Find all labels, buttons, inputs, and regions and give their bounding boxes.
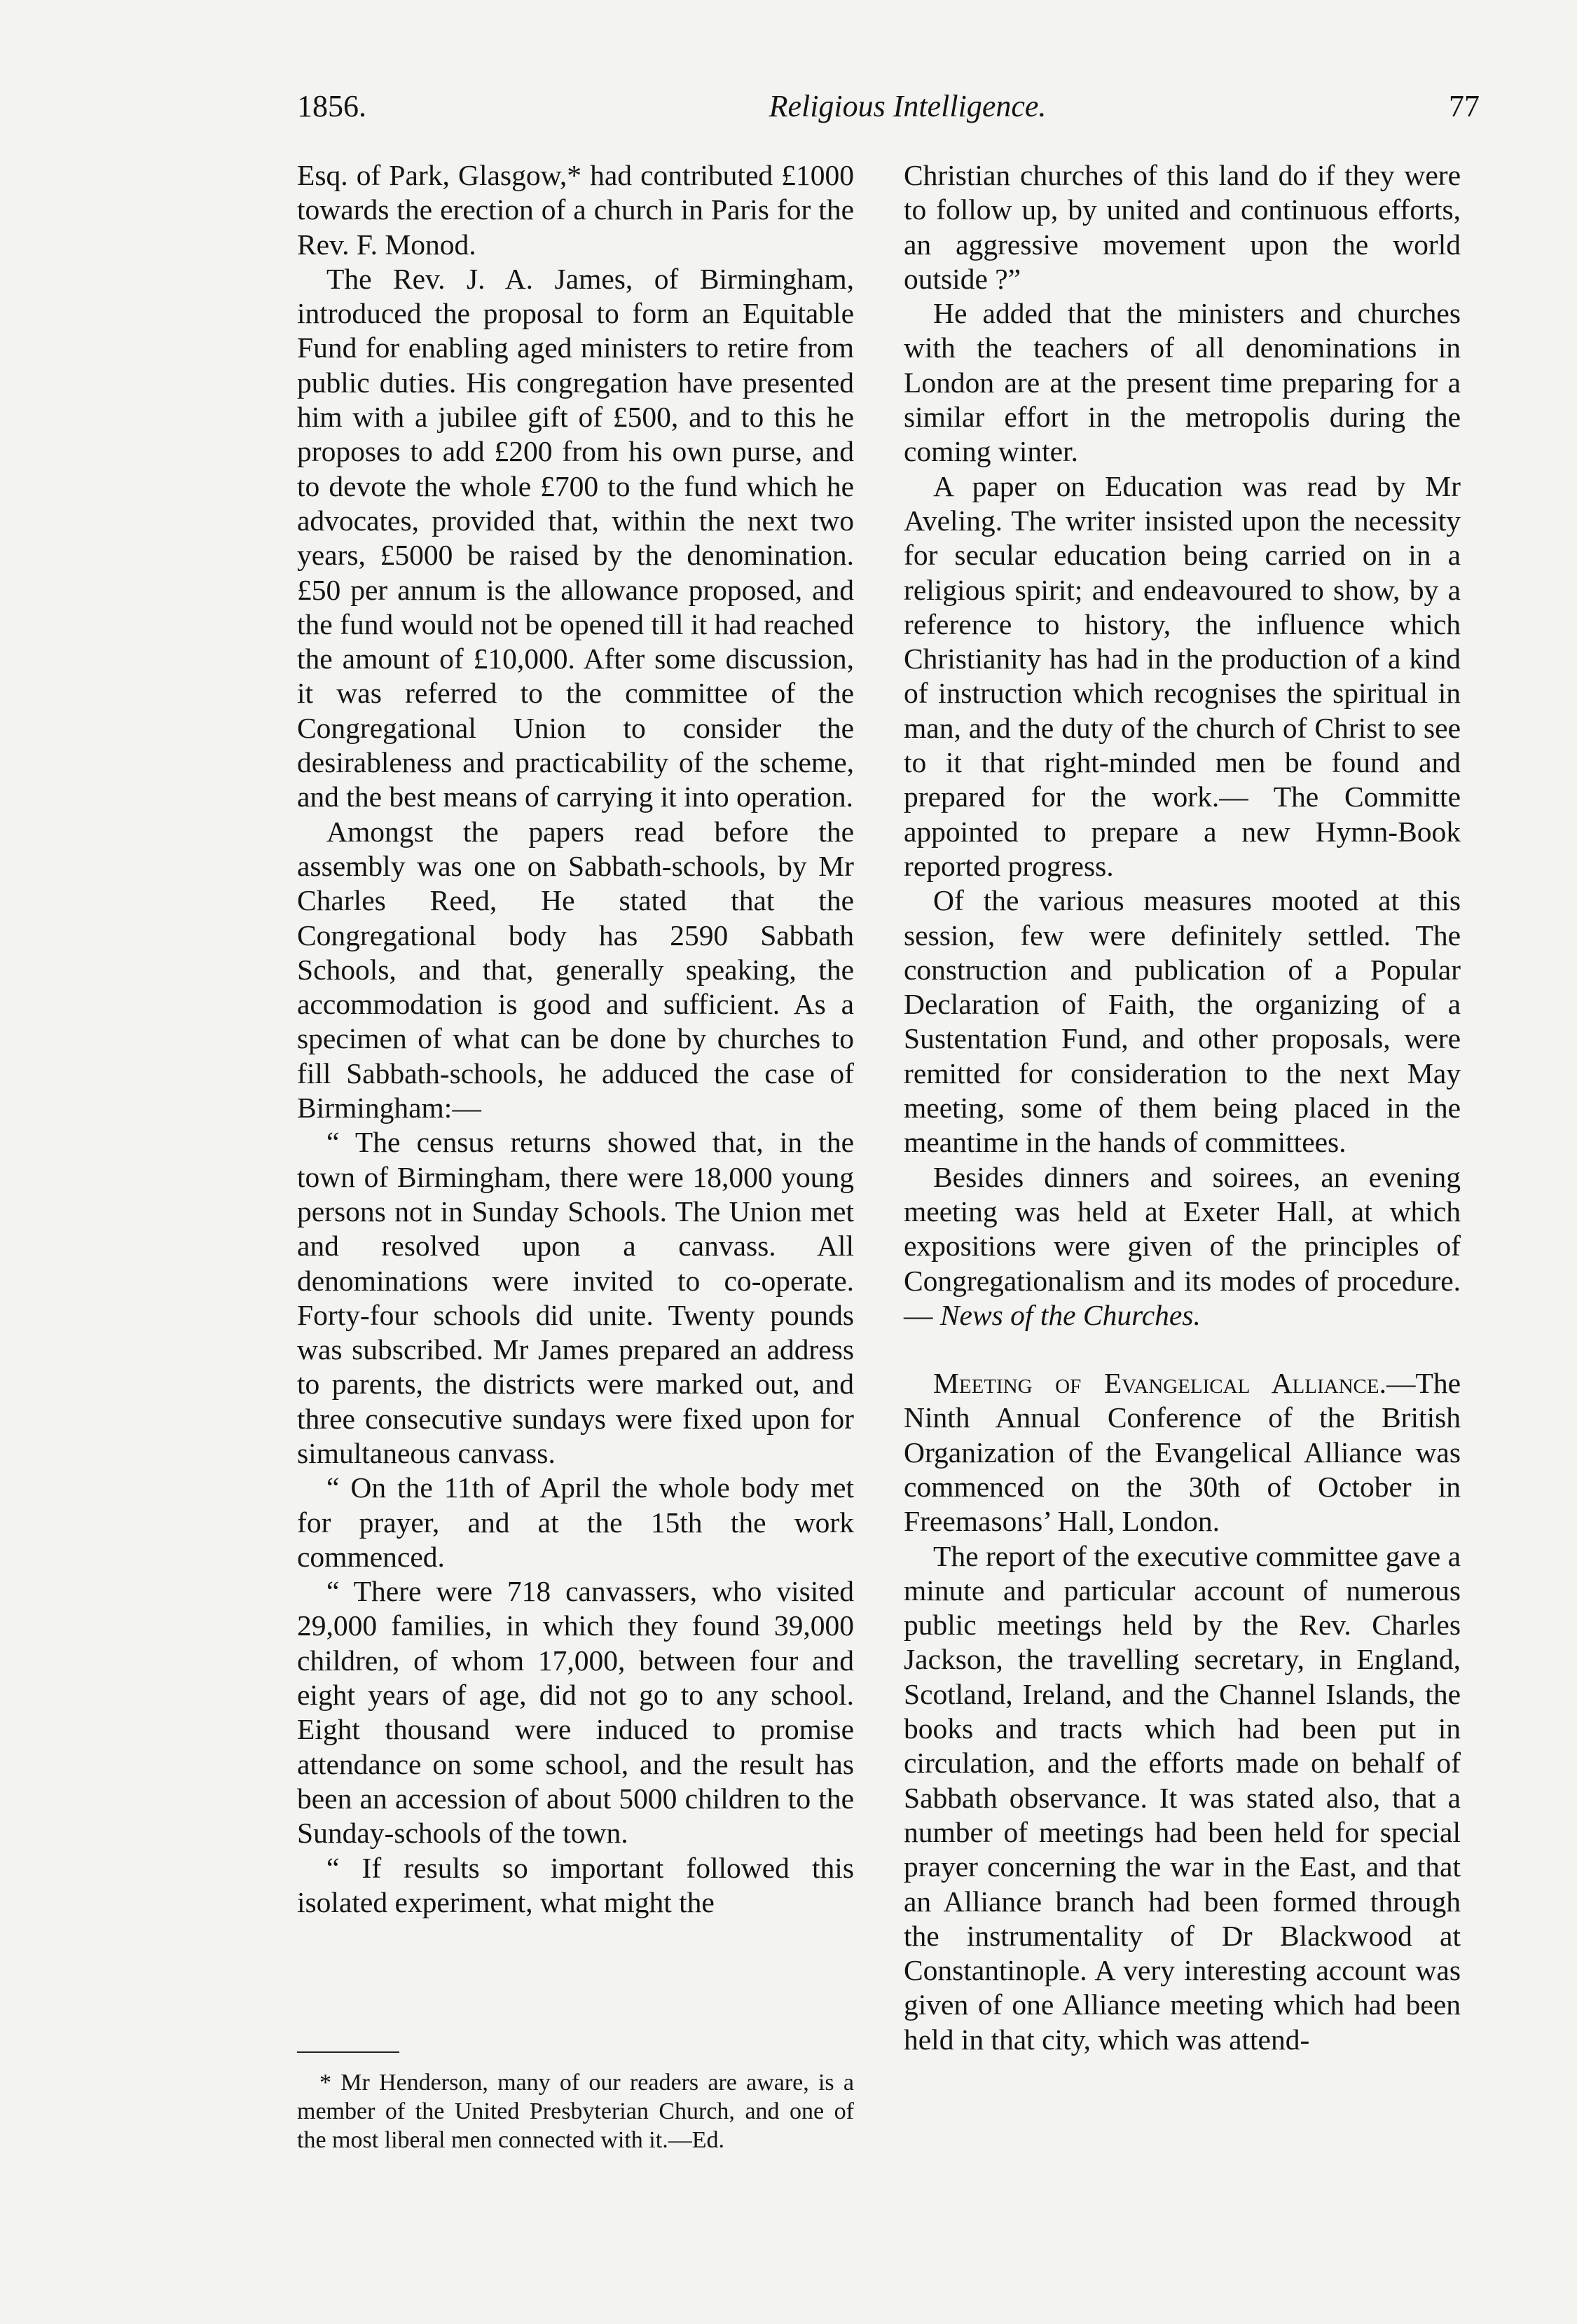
quote-paragraph: “ If results so important followed this isolated experiment, what might the (297, 1851, 854, 1918)
paragraph (904, 1160, 1461, 1333)
footnote-rule (297, 2051, 399, 2053)
paragraph (904, 1366, 1461, 1539)
header-year: 1856. (297, 89, 366, 123)
paragraph: The report of the executive committee gave a minute and particular account of numerous public meetings held by the Rev. Charles Jackson, the travelling secretary, in England, Scotland, Ireland, and the Channel Islands, the books and tracts which had been put in circulation, and the efforts made on behalf of Sabbath observance. It was stated also, that a number of meetings had been held for special prayer concerning the war in the East, and that an Alliance branch had been formed through the instrumentality of Dr Blackwood at Constantinople. A very interesting account was given of one Alliance meeting which had been held in that city, which was attend- (904, 1539, 1461, 2056)
paragraph: The Rev. J. A. James, of Birmingham, introduced the proposal to form an Equitable Fund for enabling aged ministers to retire from public duties. His congregation have presented him with a jubilee gift of £500, and to this he proposes to add £200 from his own purse, and to devote the whole £700 to the fund which he advocates, provided that, within the next two years, £5000 be raised by the denomination. £50 per annum is the allowance proposed, and the fund would not be opened till it had reached the amount of £10,000. After some discussion, it was referred to the committee of the Congregational Union to consider the desirableness and practicability of the scheme, and the best means of carrying it into operation. (297, 262, 854, 813)
paragraph: Of the various measures mooted at this session, few were definitely settled. The construction and publication of a Popular Declaration of Faith, the organizing of a Sustentation Fund, and other proposals, were remitted for consideration to the next May meeting, some of them being placed in the meantime in the hands of committees. (904, 884, 1461, 1159)
source-citation: News of the Churches. (939, 1298, 1201, 1331)
paragraph-text: —The Ninth Annual Conference of the British Organization of the Evangelical Alliance was commenced on the 30th of October in Freemasons’ Hall, London. (904, 1367, 1461, 1538)
header-title: Religious Intelligence. (769, 89, 1047, 123)
paragraph: He added that the ministers and churches with the teachers of all denominations in London are at the present time preparing for a similar effort in the metropolis during the coming winter. (904, 297, 1461, 468)
section-heading: Meeting of Evangelical Alliance. (933, 1367, 1386, 1400)
running-head (297, 88, 1480, 137)
paragraph: A paper on Education was read by Mr Aveling. The writer insisted upon the necessity for secular education being carried on in a religious spirit; and endeavoured to show, by a reference to history, the influence which Christianity has had in the production of a kind of instruction which recognises the spiritual in man, and the duty of the church of Christ to see to it that right-minded men be found and prepared for the work.— The Committe appointed to prepare a new Hymn-Book reported progress. (904, 469, 1461, 882)
header-page-number: 77 (1449, 89, 1480, 123)
quote-paragraph: “ There were 718 canvassers, who visited 29,000 families, in which they found 39,000 children, of whom 17,000, between four and eight years of age, did not go to any school. Eight thousand were induced to promise attendance on some school, and the result has been an accession of about 5000 children to the Sunday-schools of the town. (297, 1575, 854, 1850)
right-column (904, 158, 1461, 2057)
paragraph: Christian churches of this land do if they were to follow up, by united and continuous efforts, an aggressive movement upon the world outside ?” (904, 159, 1461, 295)
paragraph: Esq. of Park, Glasgow,* had contributed £1000 towards the erection of a church in Paris for the Rev. F. Monod. (297, 159, 854, 261)
quote-paragraph: “ The census returns showed that, in the town of Birmingham, there were 18,000 young persons not in Sunday Schools. The Union met and resolved upon a canvass. All denominations were invited to co-operate. Forty-four schools did unite. Twenty pounds was subscribed. Mr James prepared an address to parents, the districts were marked out, and three consecutive sundays were fixed upon for simultaneous canvass. (297, 1126, 854, 1469)
paragraph: Amongst the papers read before the assembly was one on Sabbath-schools, by Mr Charles Reed, He stated that the Congregational body has 2590 Sabbath Schools, and that, generally speaking, the accommodation is good and sufficient. As a specimen of what can be done by churches to fill Sabbath-schools, he adduced the case of Birmingham:— (297, 815, 854, 1125)
paragraph-text: Besides dinners and soirees, an evening meeting was held at Exeter Hall, at which expositions were given of the principles of Congregationalism and its modes of procedure. — (904, 1160, 1461, 1331)
footnote: * Mr Henderson, many of our readers are aware, is a member of the United Presbyterian Church, and one of the most liberal men connected with it.—Ed. (297, 2070, 854, 2153)
left-column (297, 158, 854, 1920)
quote-paragraph: “ On the 11th of April the whole body met for prayer, and at the 15th the work commenced. (297, 1471, 854, 1573)
